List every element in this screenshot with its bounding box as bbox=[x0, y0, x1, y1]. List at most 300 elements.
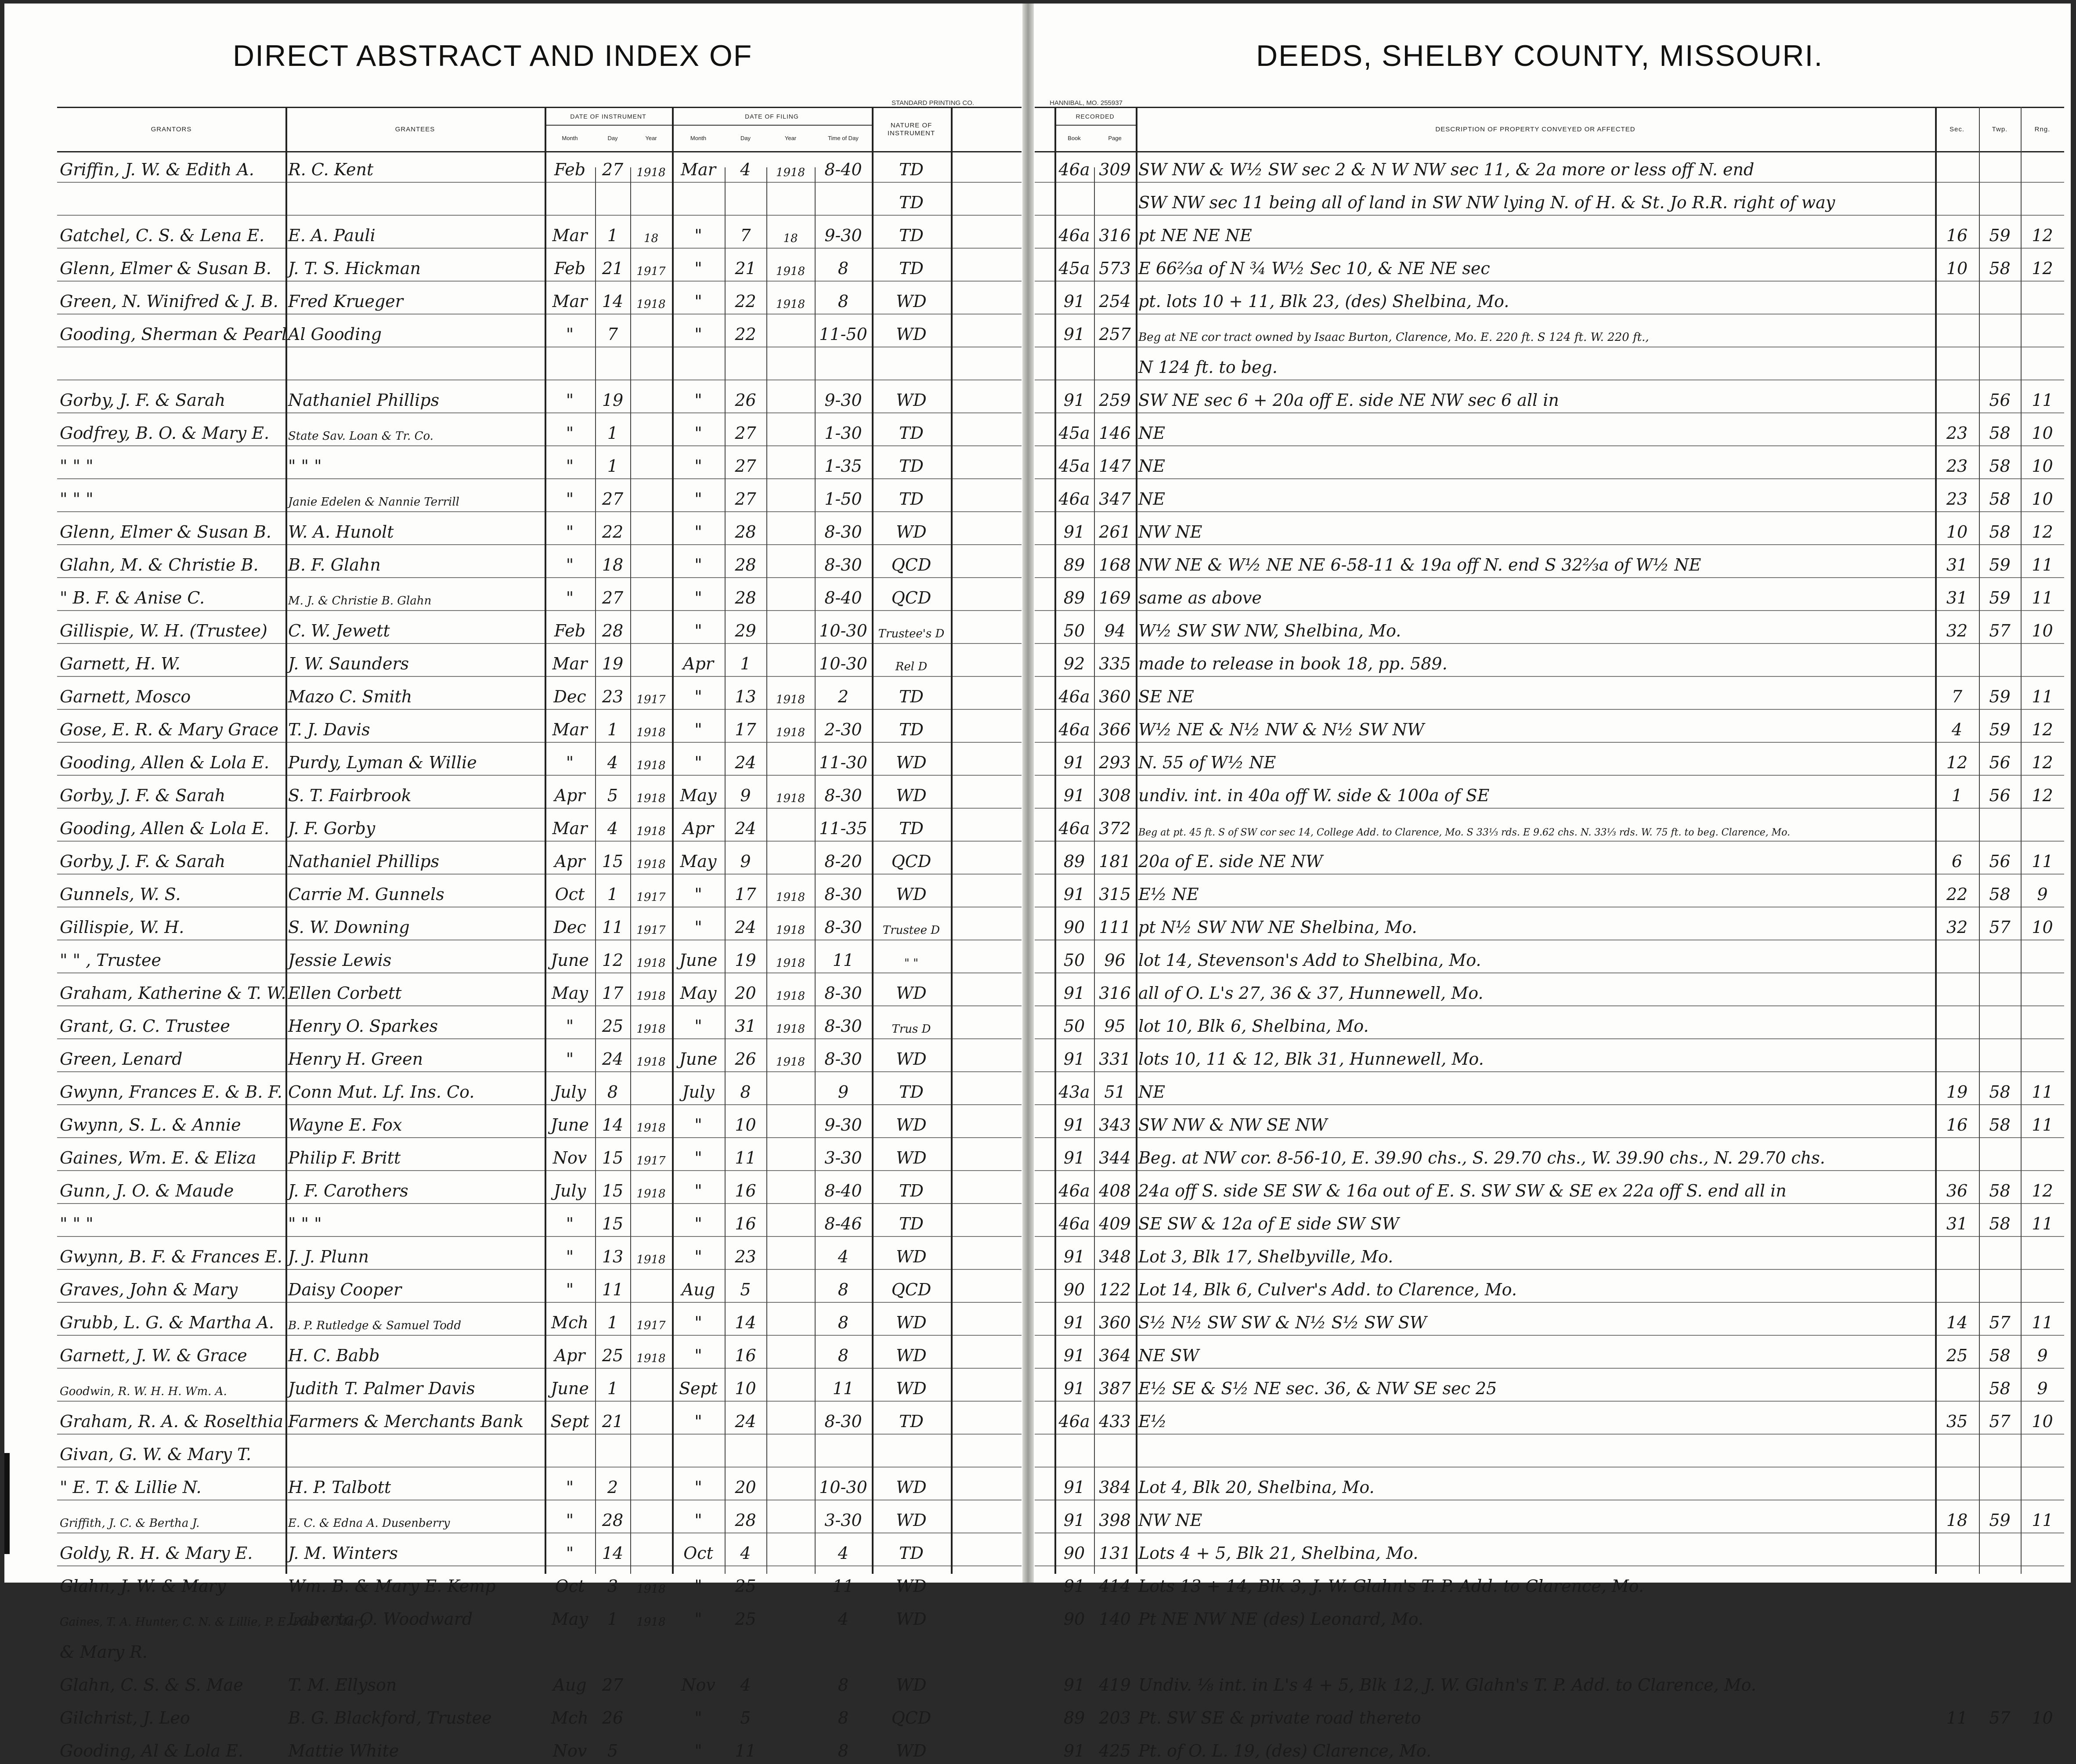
cell-time: 11-30 bbox=[819, 753, 867, 772]
cell-fm: Mar bbox=[681, 160, 716, 179]
header-time-of-day: Time of Day bbox=[828, 135, 859, 142]
cell-grantee: Fred Krueger bbox=[288, 292, 403, 311]
cell-sec bbox=[1935, 1731, 1979, 1764]
cell-nat: Rel D bbox=[895, 660, 928, 673]
cell-desc: Pt. SW SE & private road thereto bbox=[1138, 1708, 1421, 1728]
cell-twp bbox=[1979, 940, 2021, 973]
cell-grantor: " " " bbox=[60, 456, 94, 476]
cell-fm: " bbox=[694, 1313, 702, 1332]
cell-nat: WD bbox=[896, 1511, 927, 1530]
cell-desc: Beg at NE cor tract owned by Isaac Burton, Clarence, Mo. E. 220 ft. S 124 ft. W. 220 ft., bbox=[1138, 331, 1649, 344]
cell-time: 4 bbox=[838, 1609, 849, 1629]
left-entry-row bbox=[57, 743, 1022, 776]
cell-fm bbox=[672, 347, 725, 380]
cell-time: 10-30 bbox=[819, 1478, 867, 1497]
cell-sec: 36 bbox=[1946, 1181, 1968, 1200]
cell-grantor: Goodwin, R. W. H. H. Wm. A. bbox=[60, 1385, 227, 1398]
cell-id: 15 bbox=[602, 1181, 624, 1200]
cell-rng bbox=[2021, 1039, 2064, 1072]
cell-iy: 1917 bbox=[636, 1319, 666, 1332]
cell-rng: 10 bbox=[2032, 1412, 2053, 1431]
cell-fd: 16 bbox=[735, 1181, 756, 1200]
cell-fd: 1 bbox=[740, 654, 751, 673]
cell-time: 2-30 bbox=[824, 720, 862, 739]
left-entry-row bbox=[57, 183, 1022, 216]
cell-fd: 11 bbox=[735, 1148, 756, 1168]
cell-page: 96 bbox=[1104, 951, 1126, 970]
cell-twp: 58 bbox=[1989, 489, 2011, 509]
cell-fd bbox=[725, 1435, 766, 1468]
cell-nat: WD bbox=[896, 786, 927, 805]
cell-id: 1 bbox=[607, 226, 618, 245]
left-entry-row bbox=[57, 1204, 1022, 1237]
cell-id: 25 bbox=[602, 1346, 624, 1365]
cell-book: 91 bbox=[1063, 1049, 1085, 1069]
header-inst-day: Day bbox=[607, 135, 618, 142]
cell-rng bbox=[2021, 940, 2064, 973]
right-entry-row bbox=[1035, 1336, 2064, 1369]
cell-iy bbox=[630, 1204, 672, 1237]
cell-iy: 1918 bbox=[636, 1352, 666, 1365]
cell-fd: 4 bbox=[740, 160, 751, 179]
cell-book: 46a bbox=[1058, 160, 1090, 179]
cell-fd bbox=[725, 347, 766, 380]
cell-id: 28 bbox=[602, 621, 624, 640]
cell-nat: QCD bbox=[891, 852, 931, 871]
right-entry-row bbox=[1035, 512, 2064, 545]
cell-iy: 1917 bbox=[636, 924, 666, 937]
left-entry-row bbox=[57, 776, 1022, 809]
cell-im: " bbox=[566, 489, 574, 509]
cell-desc: N 124 ft. to beg. bbox=[1138, 358, 1278, 377]
cell-grantee: Henry O. Sparkes bbox=[288, 1016, 438, 1036]
cell-iy bbox=[630, 611, 672, 644]
left-entry-row bbox=[57, 973, 1022, 1006]
cell-nat: WD bbox=[896, 390, 927, 410]
cell-twp: 58 bbox=[1989, 1379, 2011, 1398]
cell-time: 8-30 bbox=[824, 1016, 862, 1036]
cell-grantee bbox=[285, 347, 545, 380]
cell-iy bbox=[630, 1402, 672, 1435]
cell-sec bbox=[1935, 150, 1979, 183]
cell-fm: Nov bbox=[681, 1675, 715, 1695]
cell-fm: " bbox=[694, 1346, 702, 1365]
cell-book: 50 bbox=[1063, 1016, 1085, 1036]
cell-rng: 12 bbox=[2032, 226, 2053, 245]
cell-fd: 8 bbox=[740, 1082, 751, 1102]
cell-grantor: " " " bbox=[60, 1214, 94, 1233]
cell-sec bbox=[1935, 973, 1979, 1006]
cell-grantee bbox=[285, 1632, 545, 1665]
cell-fm bbox=[672, 1435, 725, 1468]
cell-fy bbox=[766, 1072, 815, 1105]
cell-nat: TD bbox=[899, 226, 924, 245]
left-entry-row bbox=[57, 1303, 1022, 1336]
cell-desc: pt NE NE NE bbox=[1138, 226, 1252, 245]
cell-book: 91 bbox=[1063, 753, 1085, 772]
right-entry-row bbox=[1035, 1204, 2064, 1237]
cell-page: 168 bbox=[1099, 555, 1131, 575]
cell-twp bbox=[1979, 1270, 2021, 1303]
cell-time: 1-35 bbox=[824, 456, 862, 476]
cell-id: 11 bbox=[602, 1280, 624, 1299]
cell-grantee: Purdy, Lyman & Willie bbox=[288, 753, 477, 772]
cell-fd: 22 bbox=[735, 292, 756, 311]
cell-grantor: Garnett, J. W. & Grace bbox=[60, 1346, 247, 1365]
cell-grantee: Wm. B. & Mary E. Kemp bbox=[288, 1576, 496, 1596]
cell-fy bbox=[766, 611, 815, 644]
rule bbox=[630, 167, 631, 1574]
left-entry-row bbox=[57, 512, 1022, 545]
right-entry-row bbox=[1035, 216, 2064, 249]
cell-fm: " bbox=[694, 720, 702, 739]
cell-rng: 10 bbox=[2032, 489, 2053, 509]
cell-sec: 22 bbox=[1946, 885, 1968, 904]
cell-nat: WD bbox=[896, 1049, 927, 1069]
cell-sec bbox=[1935, 1006, 1979, 1039]
cell-time: 8-30 bbox=[824, 786, 862, 805]
cell-book: 46a bbox=[1058, 1181, 1090, 1200]
right-entry-row bbox=[1035, 249, 2064, 282]
cell-fm: " bbox=[694, 325, 702, 344]
cell-grantee: State Sav. Loan & Tr. Co. bbox=[288, 430, 433, 443]
cell-fd: 10 bbox=[735, 1115, 756, 1135]
cell-page: 203 bbox=[1099, 1708, 1131, 1728]
cell-book: 45a bbox=[1058, 259, 1090, 278]
cell-twp: 58 bbox=[1989, 1181, 2011, 1200]
cell-sec: 31 bbox=[1946, 588, 1968, 607]
cell-grantor: Gorby, J. F. & Sarah bbox=[60, 852, 226, 871]
cell-rng bbox=[2021, 1566, 2064, 1599]
cell-id: 27 bbox=[602, 489, 624, 509]
cell-book: 90 bbox=[1063, 1609, 1085, 1629]
cell-fm: " bbox=[694, 1576, 702, 1596]
cell-im: " bbox=[566, 325, 574, 344]
cell-sec: 1 bbox=[1951, 786, 1963, 805]
header-rng: Rng. bbox=[2034, 126, 2051, 133]
cell-grantor: Grant, G. C. Trustee bbox=[60, 1016, 230, 1036]
cell-rng: 9 bbox=[2037, 885, 2048, 904]
cell-grantee: B. P. Rutledge & Samuel Todd bbox=[288, 1319, 462, 1332]
cell-grantee: T. M. Ellyson bbox=[288, 1675, 397, 1695]
cell-fy bbox=[766, 347, 815, 380]
cell-sec bbox=[1935, 940, 1979, 973]
cell-page: 257 bbox=[1099, 325, 1131, 344]
cell-iy: 1918 bbox=[636, 858, 666, 871]
cell-fm: " bbox=[694, 1016, 702, 1036]
cell-id: 14 bbox=[602, 1115, 624, 1135]
cell-page: 348 bbox=[1099, 1247, 1131, 1266]
cell-nat bbox=[872, 1435, 951, 1468]
cell-grantee: S. T. Fairbrook bbox=[288, 786, 412, 805]
cell-im: " bbox=[566, 522, 574, 542]
cell-rng bbox=[2021, 644, 2064, 677]
cell-im: " bbox=[566, 423, 574, 443]
rule bbox=[1094, 167, 1095, 1574]
cell-id: 1 bbox=[607, 720, 618, 739]
cell-fm: " bbox=[694, 1115, 702, 1135]
rule bbox=[1054, 107, 1056, 1574]
right-entry-row bbox=[1035, 1665, 2064, 1698]
cell-sec: 19 bbox=[1946, 1082, 1968, 1102]
cell-page: 409 bbox=[1099, 1214, 1131, 1233]
cell-grantor: Gwynn, Frances E. & B. F. bbox=[60, 1082, 282, 1102]
left-entry-row bbox=[57, 347, 1022, 380]
cell-rng: 9 bbox=[2037, 1379, 2048, 1398]
cell-im: Feb bbox=[554, 160, 586, 179]
cell-grantor: Graham, Katherine & T. W. bbox=[60, 983, 286, 1003]
cell-page: 414 bbox=[1099, 1576, 1131, 1596]
cell-fm: " bbox=[694, 226, 702, 245]
cell-desc: NW NE & W½ NE NE 6-58-11 & 19a off N. end S 32⅔a of W½ NE bbox=[1138, 555, 1701, 575]
left-entry-row bbox=[57, 380, 1022, 413]
rule bbox=[1136, 107, 1137, 1574]
cell-page: 95 bbox=[1104, 1016, 1126, 1036]
cell-iy: 1918 bbox=[636, 1056, 666, 1069]
cell-time bbox=[815, 1632, 872, 1665]
cell-grantor: Glahn, M. & Christie B. bbox=[60, 555, 259, 575]
left-entry-row bbox=[57, 1336, 1022, 1369]
cell-sec: 16 bbox=[1946, 226, 1968, 245]
cell-desc: undiv. int. in 40a off W. side & 100a of SE bbox=[1138, 786, 1490, 805]
cell-nat: TD bbox=[899, 489, 924, 509]
cell-nat: TD bbox=[899, 1214, 924, 1233]
right-entry-row bbox=[1035, 150, 2064, 183]
cell-fy: 1918 bbox=[776, 957, 805, 970]
cell-sec bbox=[1935, 380, 1979, 413]
cell-page: 364 bbox=[1099, 1346, 1131, 1365]
cell-fd: 28 bbox=[735, 522, 756, 542]
cell-rng bbox=[2021, 1468, 2064, 1500]
cell-nat: WD bbox=[896, 885, 927, 904]
cell-sec bbox=[1935, 282, 1979, 314]
cell-iy bbox=[630, 380, 672, 413]
cell-grantor: Gaines, T. A. Hunter, C. N. & Lillie, P. E. Paul & Mary bbox=[60, 1616, 366, 1629]
right-entry-row bbox=[1035, 1072, 2064, 1105]
page-title-right: DEEDS, SHELBY COUNTY, MISSOURI. bbox=[1256, 39, 1823, 72]
cell-twp bbox=[1979, 809, 2021, 842]
cell-desc: pt N½ SW NW NE Shelbina, Mo. bbox=[1138, 918, 1417, 937]
cell-page bbox=[1094, 347, 1136, 380]
cell-book: 91 bbox=[1063, 885, 1085, 904]
ledger-spread bbox=[4, 4, 2071, 1760]
cell-nat: WD bbox=[896, 1313, 927, 1332]
cell-time: 2 bbox=[838, 687, 849, 706]
cell-sec bbox=[1935, 1599, 1979, 1632]
cell-twp: 56 bbox=[1989, 753, 2011, 772]
cell-desc: Lot 4, Blk 20, Shelbina, Mo. bbox=[1138, 1478, 1375, 1497]
cell-im: " bbox=[566, 1247, 574, 1266]
cell-page: 146 bbox=[1099, 423, 1131, 443]
cell-fy bbox=[766, 1599, 815, 1632]
cell-rng bbox=[2021, 1632, 2064, 1665]
rule bbox=[545, 107, 546, 1574]
cell-book: 89 bbox=[1063, 588, 1085, 607]
right-entry-row bbox=[1035, 1632, 2064, 1665]
cell-grantor: Gooding, Al & Lola E. bbox=[60, 1741, 243, 1760]
rule bbox=[951, 107, 953, 1574]
cell-nat: WD bbox=[896, 1478, 927, 1497]
right-entry-row bbox=[1035, 413, 2064, 446]
cell-nat: TD bbox=[899, 720, 924, 739]
cell-time: 8-30 bbox=[824, 1049, 862, 1069]
cell-fd: 27 bbox=[735, 456, 756, 476]
left-entry-row bbox=[57, 1105, 1022, 1138]
cell-book: 91 bbox=[1063, 1741, 1085, 1760]
cell-fm: " bbox=[694, 1478, 702, 1497]
cell-twp bbox=[1979, 1731, 2021, 1764]
cell-rng: 12 bbox=[2032, 753, 2053, 772]
cell-grantor: Glahn, C. S. & S. Mae bbox=[60, 1675, 243, 1695]
cell-page: 140 bbox=[1099, 1609, 1131, 1629]
header-twp: Twp. bbox=[1992, 126, 2008, 133]
cell-desc: Beg at pt. 45 ft. S of SW cor sec 14, College Add. to Clarence, Mo. S 33⅓ rds. E 9.62 chs. N. 33⅓ rds. W. 75 ft. to beg. Clarence, Mo. bbox=[1138, 827, 1791, 838]
header-page: Page bbox=[1108, 135, 1122, 142]
cell-im: Nov bbox=[552, 1741, 587, 1760]
cell-sec: 23 bbox=[1946, 489, 1968, 509]
cell-iy bbox=[630, 1632, 672, 1665]
cell-fd: 14 bbox=[735, 1313, 756, 1332]
cell-desc: NW NE bbox=[1138, 522, 1202, 542]
cell-twp bbox=[1979, 1632, 2021, 1665]
cell-iy bbox=[630, 545, 672, 578]
cell-nat: WD bbox=[896, 1148, 927, 1168]
cell-time: 8-30 bbox=[824, 522, 862, 542]
cell-nat: WD bbox=[896, 1346, 927, 1365]
cell-twp: 58 bbox=[1989, 259, 2011, 278]
cell-fy bbox=[766, 1171, 815, 1204]
cell-im: Mar bbox=[552, 292, 588, 311]
cell-book: 90 bbox=[1063, 1280, 1085, 1299]
cell-book: 91 bbox=[1063, 1379, 1085, 1398]
cell-time: 11-35 bbox=[819, 819, 867, 838]
cell-iy: 1918 bbox=[636, 1616, 666, 1629]
cell-fy bbox=[766, 512, 815, 545]
cell-fy: 1918 bbox=[776, 990, 805, 1003]
left-entry-row bbox=[57, 907, 1022, 940]
cell-rng: 12 bbox=[2032, 786, 2053, 805]
cell-grantor bbox=[57, 347, 285, 380]
cell-page: 308 bbox=[1099, 786, 1131, 805]
cell-twp bbox=[1979, 183, 2021, 216]
cell-id: 21 bbox=[602, 259, 624, 278]
cell-iy: 1918 bbox=[636, 1253, 666, 1266]
cell-fy bbox=[766, 1369, 815, 1402]
cell-iy bbox=[630, 1500, 672, 1533]
cell-twp bbox=[1979, 314, 2021, 347]
cell-im: Feb bbox=[554, 621, 586, 640]
cell-twp: 57 bbox=[1989, 621, 2011, 640]
cell-time: 8 bbox=[838, 1346, 849, 1365]
header-date-filing: DATE OF FILING bbox=[672, 108, 872, 126]
cell-book: 46a bbox=[1058, 1412, 1090, 1431]
cell-page: 131 bbox=[1099, 1544, 1131, 1563]
cell-id: 8 bbox=[607, 1082, 618, 1102]
cell-grantor: Gilchrist, J. Leo bbox=[60, 1708, 190, 1728]
cell-fm: " bbox=[694, 522, 702, 542]
cell-id: 27 bbox=[602, 160, 624, 179]
cell-fm: " bbox=[694, 292, 702, 311]
cell-rng: 9 bbox=[2037, 1346, 2048, 1365]
cell-fm: " bbox=[694, 555, 702, 575]
cell-id: 1 bbox=[607, 1379, 618, 1398]
cell-page: 384 bbox=[1099, 1478, 1131, 1497]
cell-sec bbox=[1935, 1138, 1979, 1171]
cell-iy bbox=[630, 347, 672, 380]
cell-time: 8 bbox=[838, 1741, 849, 1760]
left-entry-row bbox=[57, 875, 1022, 907]
cell-sec: 25 bbox=[1946, 1346, 1968, 1365]
cell-rng bbox=[2021, 1599, 2064, 1632]
cell-fy: 1918 bbox=[776, 166, 805, 179]
right-entry-row bbox=[1035, 1138, 2064, 1171]
cell-nat: TD bbox=[899, 819, 924, 838]
cell-book: 91 bbox=[1063, 1247, 1085, 1266]
cell-page: 309 bbox=[1099, 160, 1131, 179]
cell-fd: 20 bbox=[735, 983, 756, 1003]
cell-fd: 26 bbox=[735, 1049, 756, 1069]
right-entry-row bbox=[1035, 1303, 2064, 1336]
cell-nat: Trus D bbox=[892, 1023, 931, 1036]
cell-book: 91 bbox=[1063, 1115, 1085, 1135]
cell-im bbox=[545, 347, 595, 380]
cell-fd: 23 bbox=[735, 1247, 756, 1266]
cell-page: 433 bbox=[1099, 1412, 1131, 1431]
cell-page: 254 bbox=[1099, 292, 1131, 311]
cell-id: 1 bbox=[607, 423, 618, 443]
right-entry-row bbox=[1035, 380, 2064, 413]
cell-im: " bbox=[566, 1016, 574, 1036]
cell-desc: S½ N½ SW SW & N½ S½ SW SW bbox=[1138, 1313, 1427, 1332]
cell-twp: 57 bbox=[1989, 1412, 2011, 1431]
right-entry-row bbox=[1035, 282, 2064, 314]
cell-twp: 58 bbox=[1989, 1115, 2011, 1135]
cell-nat: QCD bbox=[891, 588, 931, 607]
cell-grantor: " " , Trustee bbox=[60, 951, 162, 970]
right-entry-row bbox=[1035, 1698, 2064, 1731]
left-entry-row bbox=[57, 1698, 1022, 1731]
cell-fy bbox=[766, 1204, 815, 1237]
cell-grantee: E. A. Pauli bbox=[288, 226, 375, 245]
cell-time: 8 bbox=[838, 1675, 849, 1695]
cell-twp: 58 bbox=[1989, 885, 2011, 904]
cell-desc: N. 55 of W½ NE bbox=[1138, 753, 1276, 772]
cell-im: July bbox=[553, 1082, 586, 1102]
cell-fy: 1918 bbox=[776, 1056, 805, 1069]
cell-time: 3-30 bbox=[824, 1148, 862, 1168]
right-entry-row bbox=[1035, 1270, 2064, 1303]
cell-iy: 1918 bbox=[636, 792, 666, 805]
cell-fd: 9 bbox=[740, 786, 751, 805]
cell-time: 8-40 bbox=[824, 1181, 862, 1200]
cell-fm: " bbox=[694, 489, 702, 509]
left-entry-row bbox=[57, 150, 1022, 183]
cell-id: 15 bbox=[602, 1148, 624, 1168]
cell-desc: Undiv. ⅛ int. in L's 4 + 5, Blk 12, J. W. Glahn's T. P. Add. to Clarence, Mo. bbox=[1138, 1675, 1756, 1695]
right-entry-row bbox=[1035, 743, 2064, 776]
cell-time: 9-30 bbox=[824, 390, 862, 410]
cell-rng: 11 bbox=[2032, 555, 2053, 575]
right-entry-row bbox=[1035, 1566, 2064, 1599]
left-entry-row bbox=[57, 282, 1022, 314]
cell-nat: TD bbox=[899, 1082, 924, 1102]
cell-nat: WD bbox=[896, 1115, 927, 1135]
rule bbox=[1979, 107, 1980, 1574]
right-entry-row bbox=[1035, 578, 2064, 611]
cell-iy bbox=[630, 183, 672, 216]
rule bbox=[815, 167, 816, 1574]
cell-iy bbox=[630, 1369, 672, 1402]
